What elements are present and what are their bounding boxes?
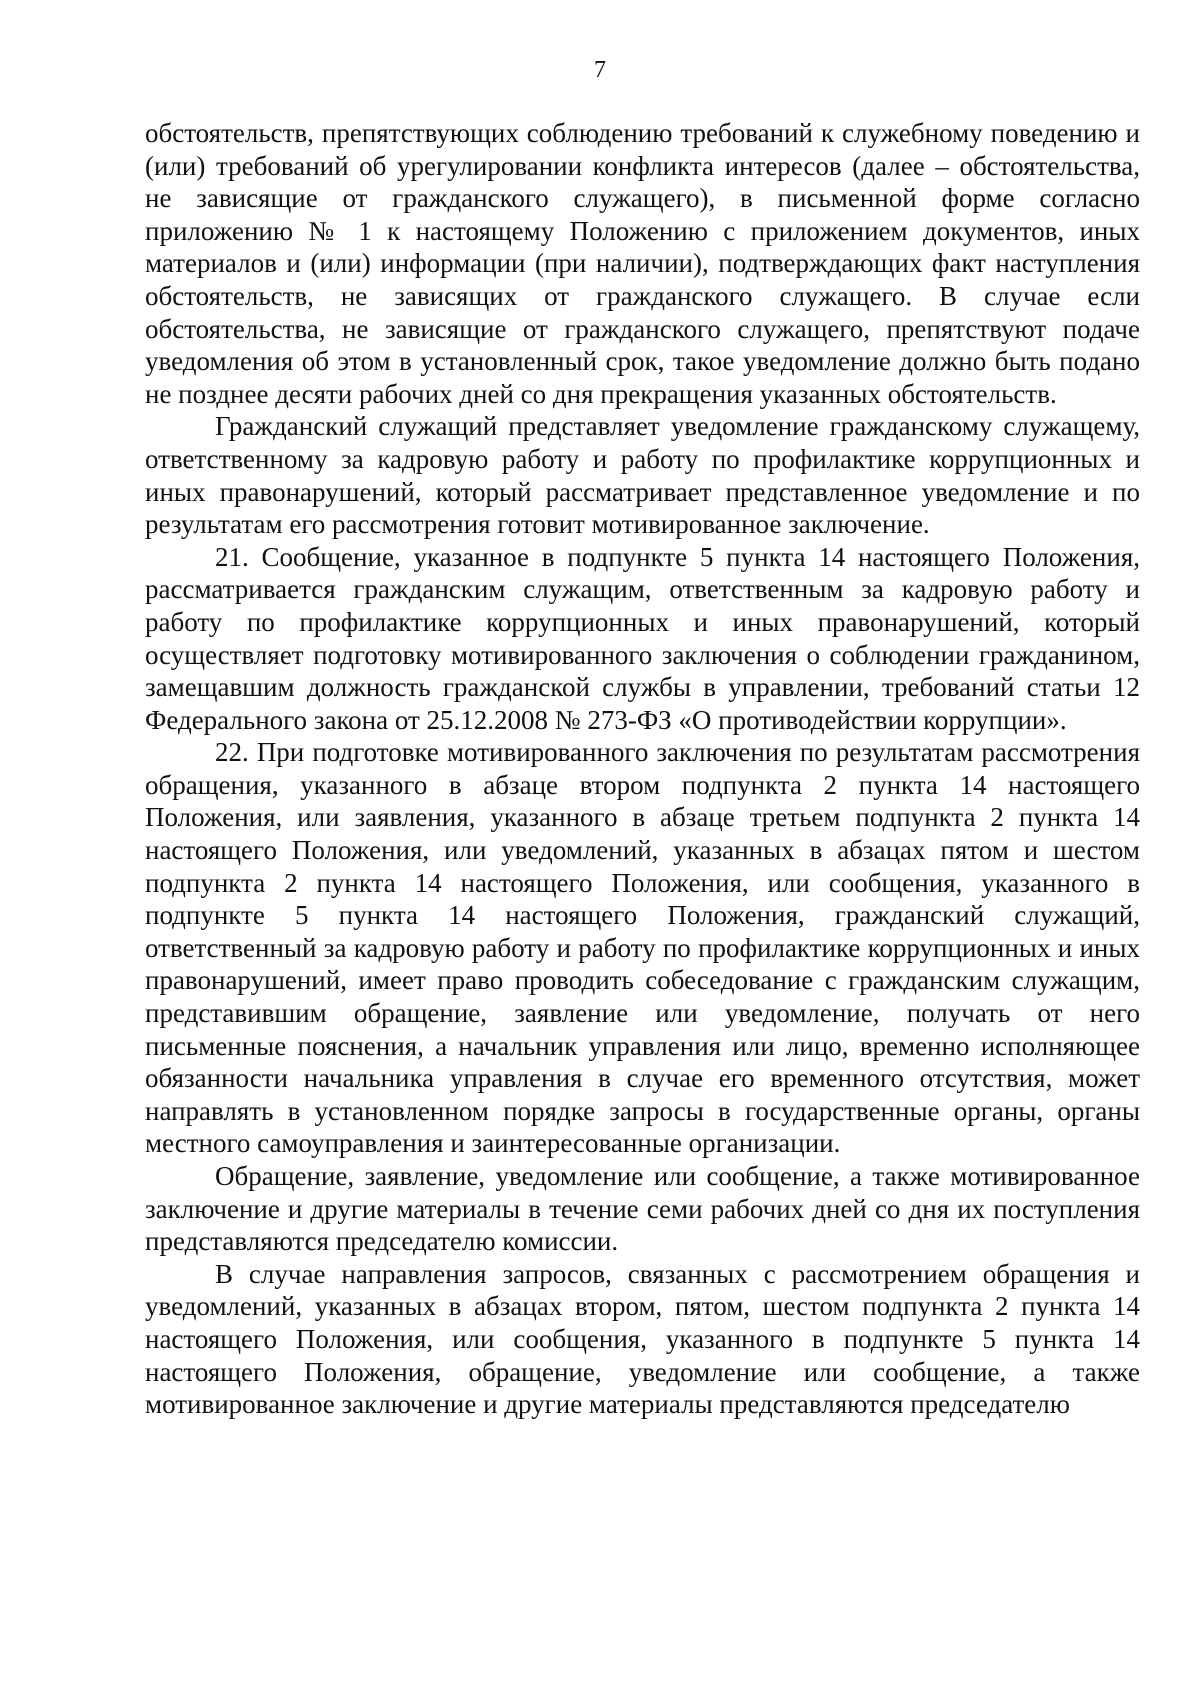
document-body xyxy=(145,117,1140,1421)
paragraph-continuation: обстоятельств, препятствующих соблюдению требований к служебному поведению и (или) требований об урегулировании конфликта интересов (далее – обстоятельства, не зависящие от гражданского служащего), в письменной форме согласно приложению № 1 к настоящему Положению с приложением документов, иных материалов и (или) информации (при наличии), подтверждающих факт наступления обстоятельств, не зависящих от гражданского служащего. В случае если обстоятельства, не зависящие от гражданского служащего, препятствуют подаче уведомления об этом в установленный срок, такое уведомление должно быть подано не позднее десяти рабочих дней со дня прекращения указанных обстоятельств. xyxy=(145,118,1140,409)
paragraph-requests-case: В случае направления запросов, связанных с рассмотрением обращения и уведомлений, указанных в абзацах втором, пятом, шестом подпункта 2 пункта 14 настоящего Положения, или сообщения, указанного в подпункте 5 пункта 14 настоящего Положения, обращение, уведомление или сообщение, а также мотивированное заключение и другие материалы представляются председателю xyxy=(145,1258,1140,1420)
paragraph-notification-review: Гражданский служащий представляет уведомление гражданскому служащему, ответственному за кадровую работу и работу по профилактике коррупционных и иных правонарушений, который рассматривает представленное уведомление и по результатам его рассмотрения готовит мотивированное заключение. xyxy=(145,411,1140,540)
page-number: 7 xyxy=(594,57,606,83)
paragraph-clause-21: 21. Сообщение, указанное в подпункте 5 пункта 14 настоящего Положения, рассматривается гражданским служащим, ответственным за кадровую работу и работу по профилактике коррупционных и иных правонарушений, который осуществляет подготовку мотивированного заключения о соблюдении гражданином, замещавшим должность гражданской службы в управлении, требований статьи 12 Федерального закона от 25.12.2008 № 273-ФЗ «О противодействии коррупции». xyxy=(145,541,1140,735)
paragraph-materials-to-chairman: Обращение, заявление, уведомление или сообщение, а также мотивированное заключение и другие материалы в течение семи рабочих дней со дня их поступления представляются председателю комиссии. xyxy=(145,1161,1140,1257)
paragraph-clause-22: 22. При подготовке мотивированного заключения по результатам рассмотрения обращения, указанного в абзаце втором подпункта 2 пункта 14 настоящего Положения, или заявления, указанного в абзаце третьем подпункта 2 пункта 14 настоящего Положения, или уведомлений, указанных в абзацах пятом и шестом подпункта 2 пункта 14 настоящего Положения, или сообщения, указанного в подпункте 5 пункта 14 настоящего Положения, гражданский служащий, ответственный за кадровую работу и работу по профилактике коррупционных и иных правонарушений, имеет право проводить собеседование с гражданским служащим, представившим обращение, заявление или уведомление, получать от него письменные пояснения, а начальник управления или лицо, временно исполняющее обязанности начальника управления в случае его временного отсутствия, может направлять в установленном порядке запросы в государственные органы, органы местного самоуправления и заинтересованные организации. xyxy=(145,737,1140,1159)
